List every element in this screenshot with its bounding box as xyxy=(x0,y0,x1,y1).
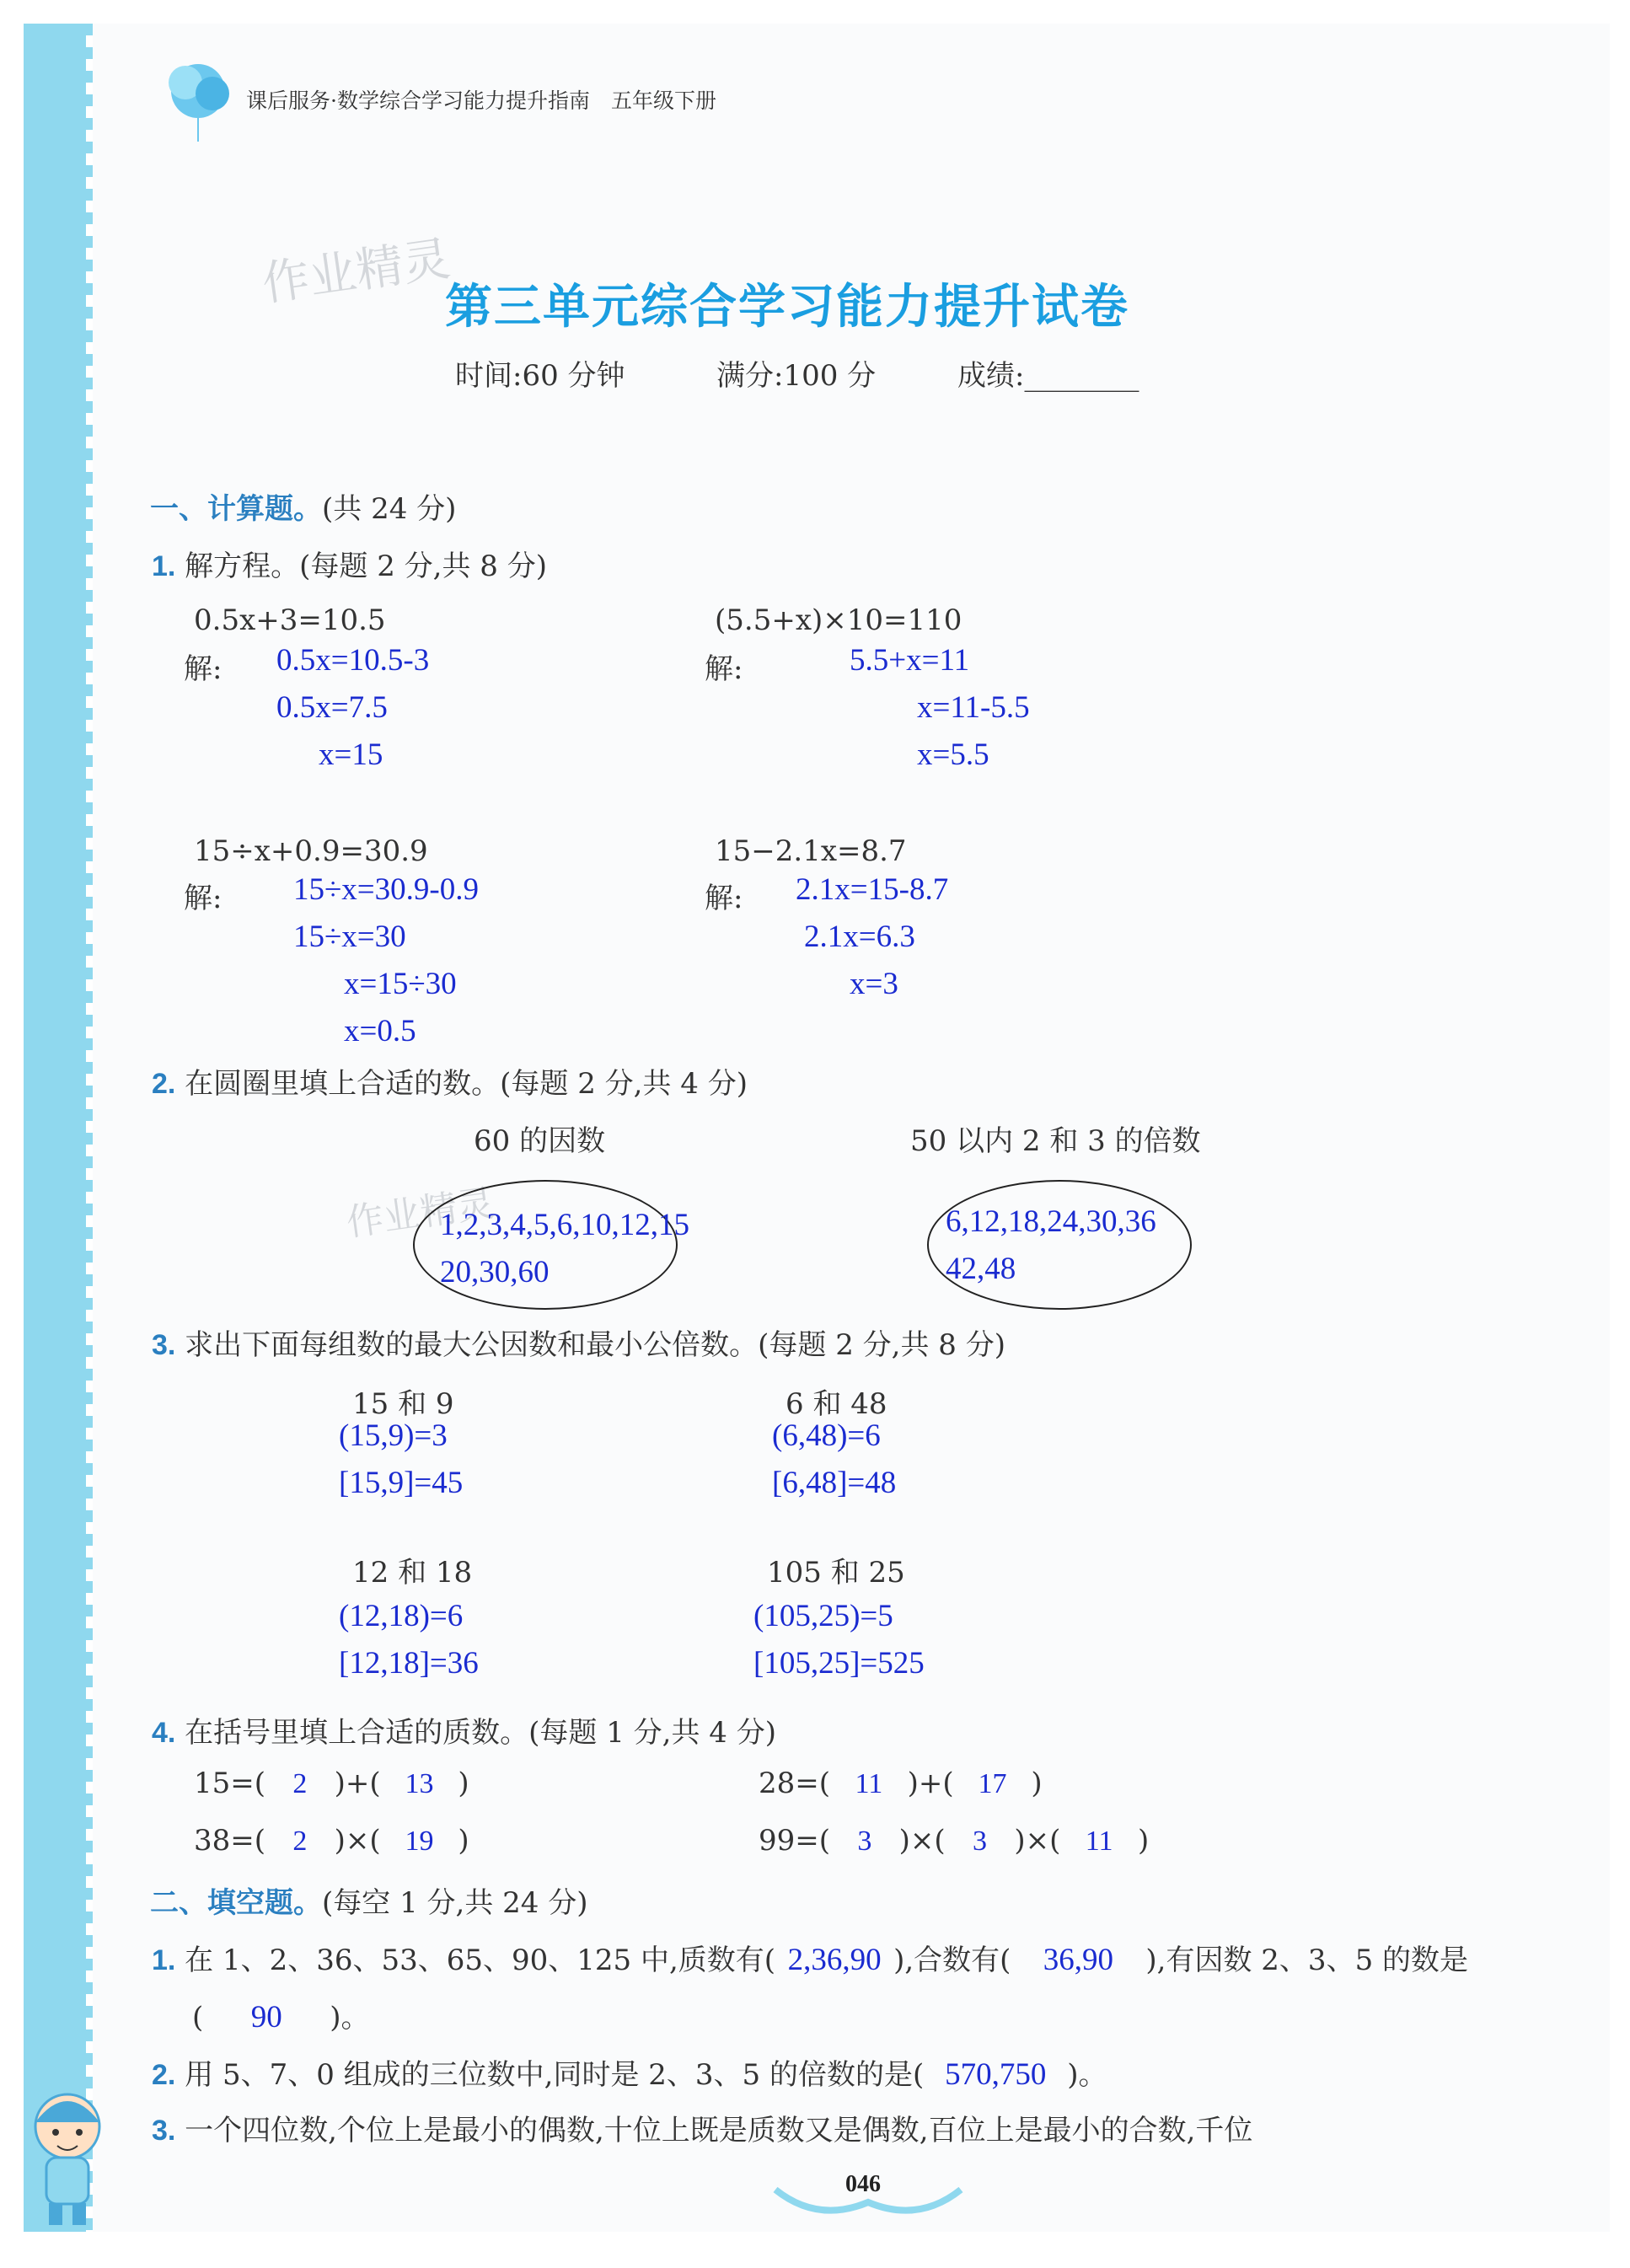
exam-full-score: 满分:100 分 xyxy=(716,359,877,393)
question-text: 求出下面每组数的最大公因数和最小公倍数。(每题 2 分,共 8 分) xyxy=(185,1328,1006,1362)
question-number: 1. xyxy=(152,1944,176,1976)
number-group: 15 和 9 xyxy=(352,1387,454,1421)
page-number: 046 xyxy=(845,2171,881,2197)
answer: 11 xyxy=(855,1768,883,1799)
answer-line: 15÷x=30.9-0.9 xyxy=(293,872,479,907)
answer: 2 xyxy=(292,1768,308,1799)
answer-line: [15,9]=45 xyxy=(339,1466,464,1500)
text: ) xyxy=(458,1824,469,1858)
fill-question-3 xyxy=(152,2107,1252,2148)
text: )。 xyxy=(1067,2058,1107,2092)
answer-line: x=5.5 xyxy=(917,737,989,772)
answer: 17 xyxy=(978,1768,1007,1799)
text: ) xyxy=(1031,1767,1043,1800)
answer-line: 2.1x=15-8.7 xyxy=(796,872,949,907)
fill-question-1-continued xyxy=(192,1994,370,2035)
answer-line: 0.5x=10.5-3 xyxy=(276,643,430,678)
question-text: 在括号里填上合适的质数。(每题 1 分,共 4 分) xyxy=(185,1716,777,1750)
text: )×( xyxy=(334,1824,381,1858)
answer-line: (15,9)=3 xyxy=(339,1418,448,1453)
solution-label: 解: xyxy=(184,882,223,915)
section-1-heading xyxy=(150,485,456,527)
exam-score: 成绩:________ xyxy=(957,359,1139,393)
text: 15=( xyxy=(194,1767,266,1800)
answer-line: 2.1x=6.3 xyxy=(804,920,915,954)
text: 在 1、2、36、53、65、90、125 中,质数有( xyxy=(185,1944,776,1977)
text: )×( xyxy=(1014,1824,1061,1858)
solution-label: 解: xyxy=(705,652,743,686)
text: )×( xyxy=(898,1824,946,1858)
circle-label-factors: 60 的因数 xyxy=(474,1124,606,1158)
text: )+( xyxy=(907,1767,954,1800)
page-header: 课后服务·数学综合学习能力提升指南 五年级下册 xyxy=(246,88,716,113)
answer-line: 0.5x=7.5 xyxy=(276,690,388,725)
answer-line: (12,18)=6 xyxy=(339,1599,464,1633)
question-number: 3. xyxy=(152,1329,176,1361)
question-4 xyxy=(152,1709,776,1751)
answer-line: (6,48)=6 xyxy=(772,1418,881,1453)
answer: 3 xyxy=(973,1826,987,1857)
text: )+( xyxy=(334,1767,381,1800)
answer-line: [6,48]=48 xyxy=(772,1466,897,1500)
solution-label: 解: xyxy=(184,652,223,686)
answer-line: x=15 xyxy=(319,737,383,772)
cartoon-boy-icon xyxy=(8,2080,135,2232)
prime-product-row xyxy=(194,1824,469,1858)
section-1-note: (共 24 分) xyxy=(322,492,457,526)
answer-line: [12,18]=36 xyxy=(339,1646,479,1681)
question-number: 2. xyxy=(152,1068,176,1100)
answer-line: 15÷x=30 xyxy=(293,920,406,954)
question-number: 3. xyxy=(152,2115,176,2147)
text: ) xyxy=(1137,1824,1150,1858)
answer: 2,36,90 xyxy=(787,1943,882,1977)
question-number: 4. xyxy=(152,1717,176,1749)
answer: 90 xyxy=(250,2000,282,2035)
question-3 xyxy=(152,1322,1005,1363)
answer: 36,90 xyxy=(1043,1943,1114,1977)
number-group: 6 和 48 xyxy=(786,1387,887,1421)
answer: 19 xyxy=(405,1826,434,1857)
text: 用 5、7、0 组成的三位数中,同时是 2、3、5 的倍数的是( xyxy=(185,2058,925,2092)
answer-line: 42,48 xyxy=(946,1252,1016,1286)
prime-sum-row xyxy=(759,1767,1043,1800)
text: )。 xyxy=(330,2001,370,2035)
circle-label-multiples: 50 以内 2 和 3 的倍数 xyxy=(910,1124,1201,1158)
answer-line: 6,12,18,24,30,36 xyxy=(946,1204,1156,1239)
answer: 11 xyxy=(1085,1826,1113,1857)
answer-line: 20,30,60 xyxy=(440,1255,550,1289)
answer-line: [105,25]=525 xyxy=(753,1646,925,1681)
prime-product-row xyxy=(759,1824,1149,1858)
number-group: 105 和 25 xyxy=(767,1556,905,1590)
text: ( xyxy=(192,2001,204,2035)
text: ) xyxy=(458,1767,469,1800)
solution-label: 解: xyxy=(705,882,743,915)
fill-question-2 xyxy=(152,2051,1107,2093)
question-1 xyxy=(152,543,547,584)
answer: 570,750 xyxy=(945,2057,1047,2092)
answer-line: 5.5+x=11 xyxy=(850,643,970,678)
answer-line: x=0.5 xyxy=(344,1014,416,1048)
equation-2: (5.5+x)×10=110 xyxy=(715,603,962,637)
section-2-heading xyxy=(150,1879,587,1921)
question-number: 1. xyxy=(152,550,176,582)
text: 38=( xyxy=(194,1824,266,1858)
equation-4: 15−2.1x=8.7 xyxy=(715,834,907,868)
text: ),合数有( xyxy=(893,1944,1011,1977)
page-title: 第三单元综合学习能力提升试卷 xyxy=(445,280,1129,335)
prime-sum-row xyxy=(194,1767,469,1800)
answer-line: x=3 xyxy=(850,967,898,1001)
question-2 xyxy=(152,1060,748,1102)
answer-line: x=15÷30 xyxy=(344,967,457,1001)
section-2-label: 二、填空题。 xyxy=(150,1886,322,1920)
text: ),有因数 2、3、5 的数是 xyxy=(1145,1944,1469,1977)
answer: 13 xyxy=(405,1768,434,1799)
number-group: 12 和 18 xyxy=(352,1556,473,1590)
balloon-icon xyxy=(160,53,236,146)
watermark-text: 作业精灵 xyxy=(259,231,454,313)
answer-line: 1,2,3,4,5,6,10,12,15 xyxy=(440,1208,689,1242)
answer: 2 xyxy=(292,1826,308,1857)
exam-time: 时间:60 分钟 xyxy=(455,359,625,393)
text: 28=( xyxy=(759,1767,831,1800)
fill-question-1 xyxy=(152,1937,1468,1978)
question-text: 在圆圈里填上合适的数。(每题 2 分,共 4 分) xyxy=(185,1067,748,1101)
question-text: 解方程。(每题 2 分,共 8 分) xyxy=(185,550,548,583)
equation-1: 0.5x+3=10.5 xyxy=(194,603,386,637)
watermark-text: 作业精灵 xyxy=(343,1181,497,1245)
answer-circle-multiples xyxy=(927,1180,1192,1310)
text: 一个四位数,个位上是最小的偶数,十位上既是质数又是偶数,百位上是最小的合数,千位 xyxy=(185,2114,1253,2147)
section-2-note: (每空 1 分,共 24 分) xyxy=(322,1886,588,1920)
text: 99=( xyxy=(759,1824,831,1858)
answer-line: (105,25)=5 xyxy=(753,1599,893,1633)
answer-line: x=11-5.5 xyxy=(917,690,1030,725)
equation-3: 15÷x+0.9=30.9 xyxy=(194,834,428,868)
section-1-label: 一、计算题。 xyxy=(150,492,322,526)
question-number: 2. xyxy=(152,2059,176,2091)
left-decorative-strip xyxy=(24,24,86,2232)
answer: 3 xyxy=(857,1826,872,1857)
worksheet-page xyxy=(93,24,1610,2232)
